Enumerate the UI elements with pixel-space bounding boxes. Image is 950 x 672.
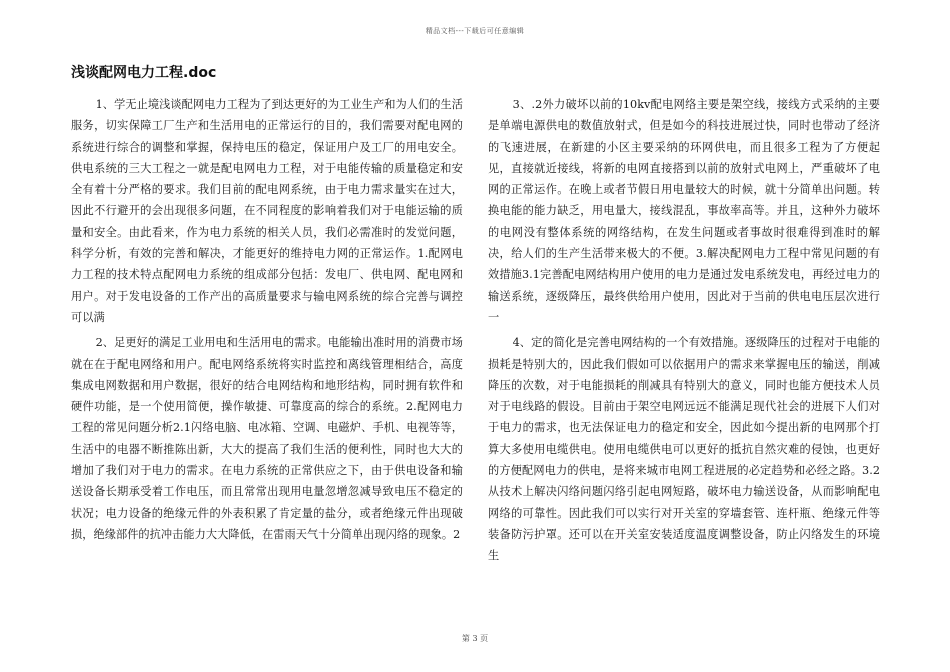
paragraph: 2、足更好的满足工业用电和生活用电的需求。电能输出准时用的消费市场就在在于配电网络和用户。配电网络系统将实时监控和离线管理相结合，高度集成电网数据和用户数据，很好的结合电网结构和地形结构，同时拥有软件和硬件功能，是一个使用简便，操作敏捷、可靠度高的综合的系统。2.配网电力工程的常见问题分析2.1闪络电脑、电冰箱、空调、电磁炉、手机、电视等等，生活中的电器不断推陈出新，大大的提高了我们生活的便利性，同时也大大的增加了我们对于电力的需求。在电力系统的正常供应之下，由于供电设备和输送设备长期承受着工作电压，而且常常出现用电量忽增忽减导致电压不稳定的状况；电力设备的绝缘元件的外表积累了肯定量的盐分，或者绝缘元件出现破损，绝缘部件的抗冲击能力大大降低，在雷雨天气十分简单出现闪络的现象。2 <box>71 336 463 541</box>
right-text-column <box>488 94 880 571</box>
document-title: 浅谈配网电力工程.doc <box>71 65 217 81</box>
paragraph: 4、定的简化是完善电网结构的一个有效措施。逐级降压的过程对于电能的损耗是特别大的，因此我们假如可以依据用户的需求来掌握电压的输送，削减降压的次数，对于电能损耗的削减具有特别大的意义，同时也能方便技术人员对于电线路的假设。目前由于架空电网远远不能满足现代社会的进展下人们对于电力的需求，也无法保证电力的稳定和安全，因此如今提出新的电网那个打算大多使用电缆供电。使用电缆供电可以更好的抵抗自然灾难的侵蚀，也更好的方便配网电力的供电，是将来城市电网工程进展的必定趋势和必经之路。3.2从技术上解决闪络问题闪络引起电网短路，破坏电力输送设备，从而影响配电网络的可靠性。因此我们可以实行对开关室的穿墙套管、连杆瓶、绝缘元件等装备防污护罩。还可以在开关室安装适度温度调整设备，防止闪络发生的环境生 <box>488 336 880 563</box>
page-header: 精品文档---下载后可任意编辑 <box>425 27 525 35</box>
page-number: 第 3 页 <box>461 634 489 643</box>
paragraph: 3、.2外力破坏以前的10kv配电网络主要是架空线，接线方式采纳的主要是单端电源供电的数值放射式，但是如今的科技进展过快，同时也带动了经济的飞速进展，在新建的小区主要采纳的环网供电，而且很多工程为了方便起见，直接就近接线，将新的电网直接搭到以前的放射式电网上，严重破坏了电网的正常运作。在晚上或者节假日用电量较大的时候，就十分简单出问题。转换电能的能力缺乏，用电量大，接线混乱，事故率高等。并且，这种外力破坏的电网没有整体系统的网络结构，在发生问题或者事故时很难得到准时的解决，给人们的生产生活带来极大的不便。3.解决配网电力工程中常见问题的有效措施3.1完善配电网结构用户使用的电力是通过发电系统发电，再经过电力的输送系统，逐级降压，最终供给用户使用，因此对于当前的供电电压层次进行一 <box>488 98 880 324</box>
paragraph: 1、学无止境浅谈配网电力工程为了到达更好的为工业生产和为人们的生活服务，切实保障工厂生产和生活用电的正常运行的目的，我们需要对配电网的系统进行综合的调整和掌握，保持电压的稳定，保证用户及工厂的用电安全。供电系统的三大工程之一就是配电网电力工程，对于电能传输的质量稳定和安全有着十分严格的要求。我们目前的配电网系统，由于电力需求量实在过大，因此不行避开的会出现很多问题，在不同程度的影响着我们对于电能运输的质量和安全。由此看来，作为电力系统的相关人员，我们必需准时的发觉问题，科学分析，有效的完善和解决，才能更好的维持电力网的正常运作。1.配网电力工程的技术特点配网电力系统的组成部分包括：发电厂、供电网、配电网和用户。对于发电设备的工作产出的高质量要求与输电网系统的综合完善与调控可以满 <box>71 98 463 324</box>
left-text-column <box>71 94 463 549</box>
